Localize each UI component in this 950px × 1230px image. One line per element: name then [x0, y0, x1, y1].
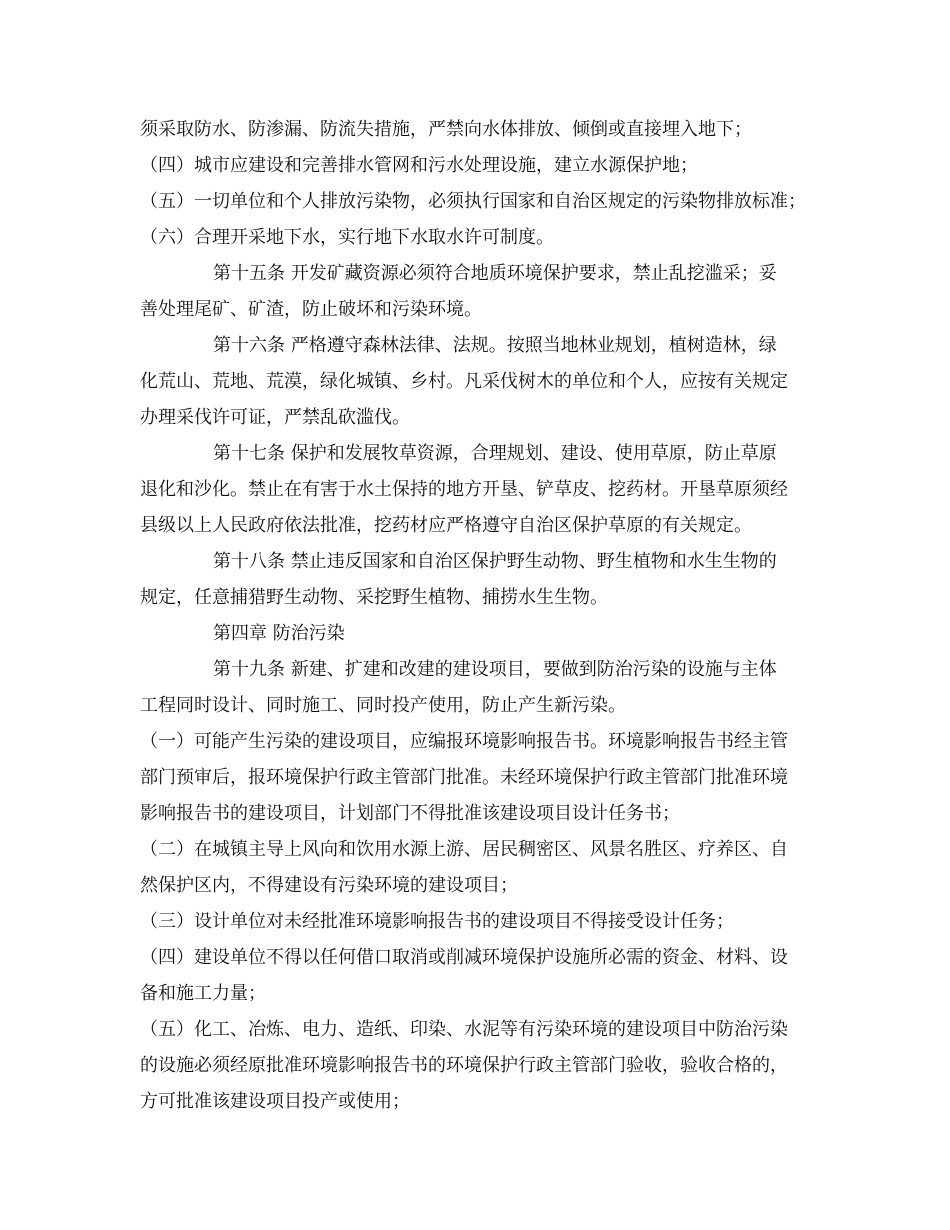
text-line: 部门预审后，报环境保护行政主管部门批准。未经环境保护行政主管部门批准环境	[140, 767, 788, 788]
text-line: 第四章 防治污染	[213, 623, 345, 644]
text-line: 第十九条 新建、扩建和改建的建设项目，要做到防治污染的设施与主体	[213, 659, 777, 680]
text-line: 工程同时设计、同时施工、同时投产使用，防止产生新污染。	[140, 695, 626, 716]
text-line: （三）设计单位对未经批准环境影响报告书的建设项目不得接受设计任务；	[140, 911, 734, 932]
text-line: （四）城市应建设和完善排水管网和污水处理设施，建立水源保护地；	[140, 155, 698, 176]
document-page	[140, 112, 820, 1120]
text-line: 第十七条 保护和发展牧草资源，合理规划、建设、使用草原，防止草原	[213, 443, 777, 464]
text-line: 退化和沙化。禁止在有害于水土保持的地方开垦、铲草皮、挖药材。开垦草原须经	[140, 479, 788, 500]
text-line: 规定，任意捕猎野生动物、采挖野生植物、捕捞水生生物。	[140, 587, 608, 608]
text-line: 第十八条 禁止违反国家和自治区保护野生动物、野生植物和水生生物的	[213, 551, 777, 572]
text-line: （六）合理开采地下水，实行地下水取水许可制度。	[140, 227, 554, 248]
text-line: （五）化工、冶炼、电力、造纸、印染、水泥等有污染环境的建设项目中防治污染	[140, 1019, 788, 1040]
text-line: 须采取防水、防渗漏、防流失措施，严禁向水体排放、倾倒或直接埋入地下；	[140, 119, 752, 140]
text-line: 然保护区内，不得建设有污染环境的建设项目；	[140, 875, 518, 896]
text-line: 化荒山、荒地、荒漠，绿化城镇、乡村。凡采伐树木的单位和个人，应按有关规定	[140, 371, 788, 392]
text-line: 备和施工力量；	[140, 983, 266, 1004]
text-line: （一）可能产生污染的建设项目，应编报环境影响报告书。环境影响报告书经主管	[140, 731, 788, 752]
text-line: 影响报告书的建设项目，计划部门不得批准该建设项目设计任务书；	[140, 803, 680, 824]
text-line: （四）建设单位不得以任何借口取消或削减环境保护设施所必需的资金、材料、设	[140, 947, 788, 968]
text-line: 第十五条 开发矿藏资源必须符合地质环境保护要求，禁止乱挖滥采；妥	[213, 263, 777, 284]
text-line: 方可批准该建设项目投产或使用；	[140, 1091, 410, 1112]
text-line: （五）一切单位和个人排放污染物，必须执行国家和自治区规定的污染物排放标准；	[140, 191, 806, 212]
text-line: 办理采伐许可证，严禁乱砍滥伐。	[140, 407, 410, 428]
text-line: 善处理尾矿、矿渣，防止破坏和污染环境。	[140, 299, 482, 320]
text-line: 县级以上人民政府依法批准，挖药材应严格遵守自治区保护草原的有关规定。	[140, 515, 752, 536]
text-line: 的设施必须经原批准环境影响报告书的环境保护行政主管部门验收，验收合格的，	[140, 1055, 788, 1076]
text-line: 第十六条 严格遵守森林法律、法规。按照当地林业规划，植树造林，绿	[213, 335, 777, 356]
text-line: （二）在城镇主导上风向和饮用水源上游、居民稠密区、风景名胜区、疗养区、自	[140, 839, 788, 860]
